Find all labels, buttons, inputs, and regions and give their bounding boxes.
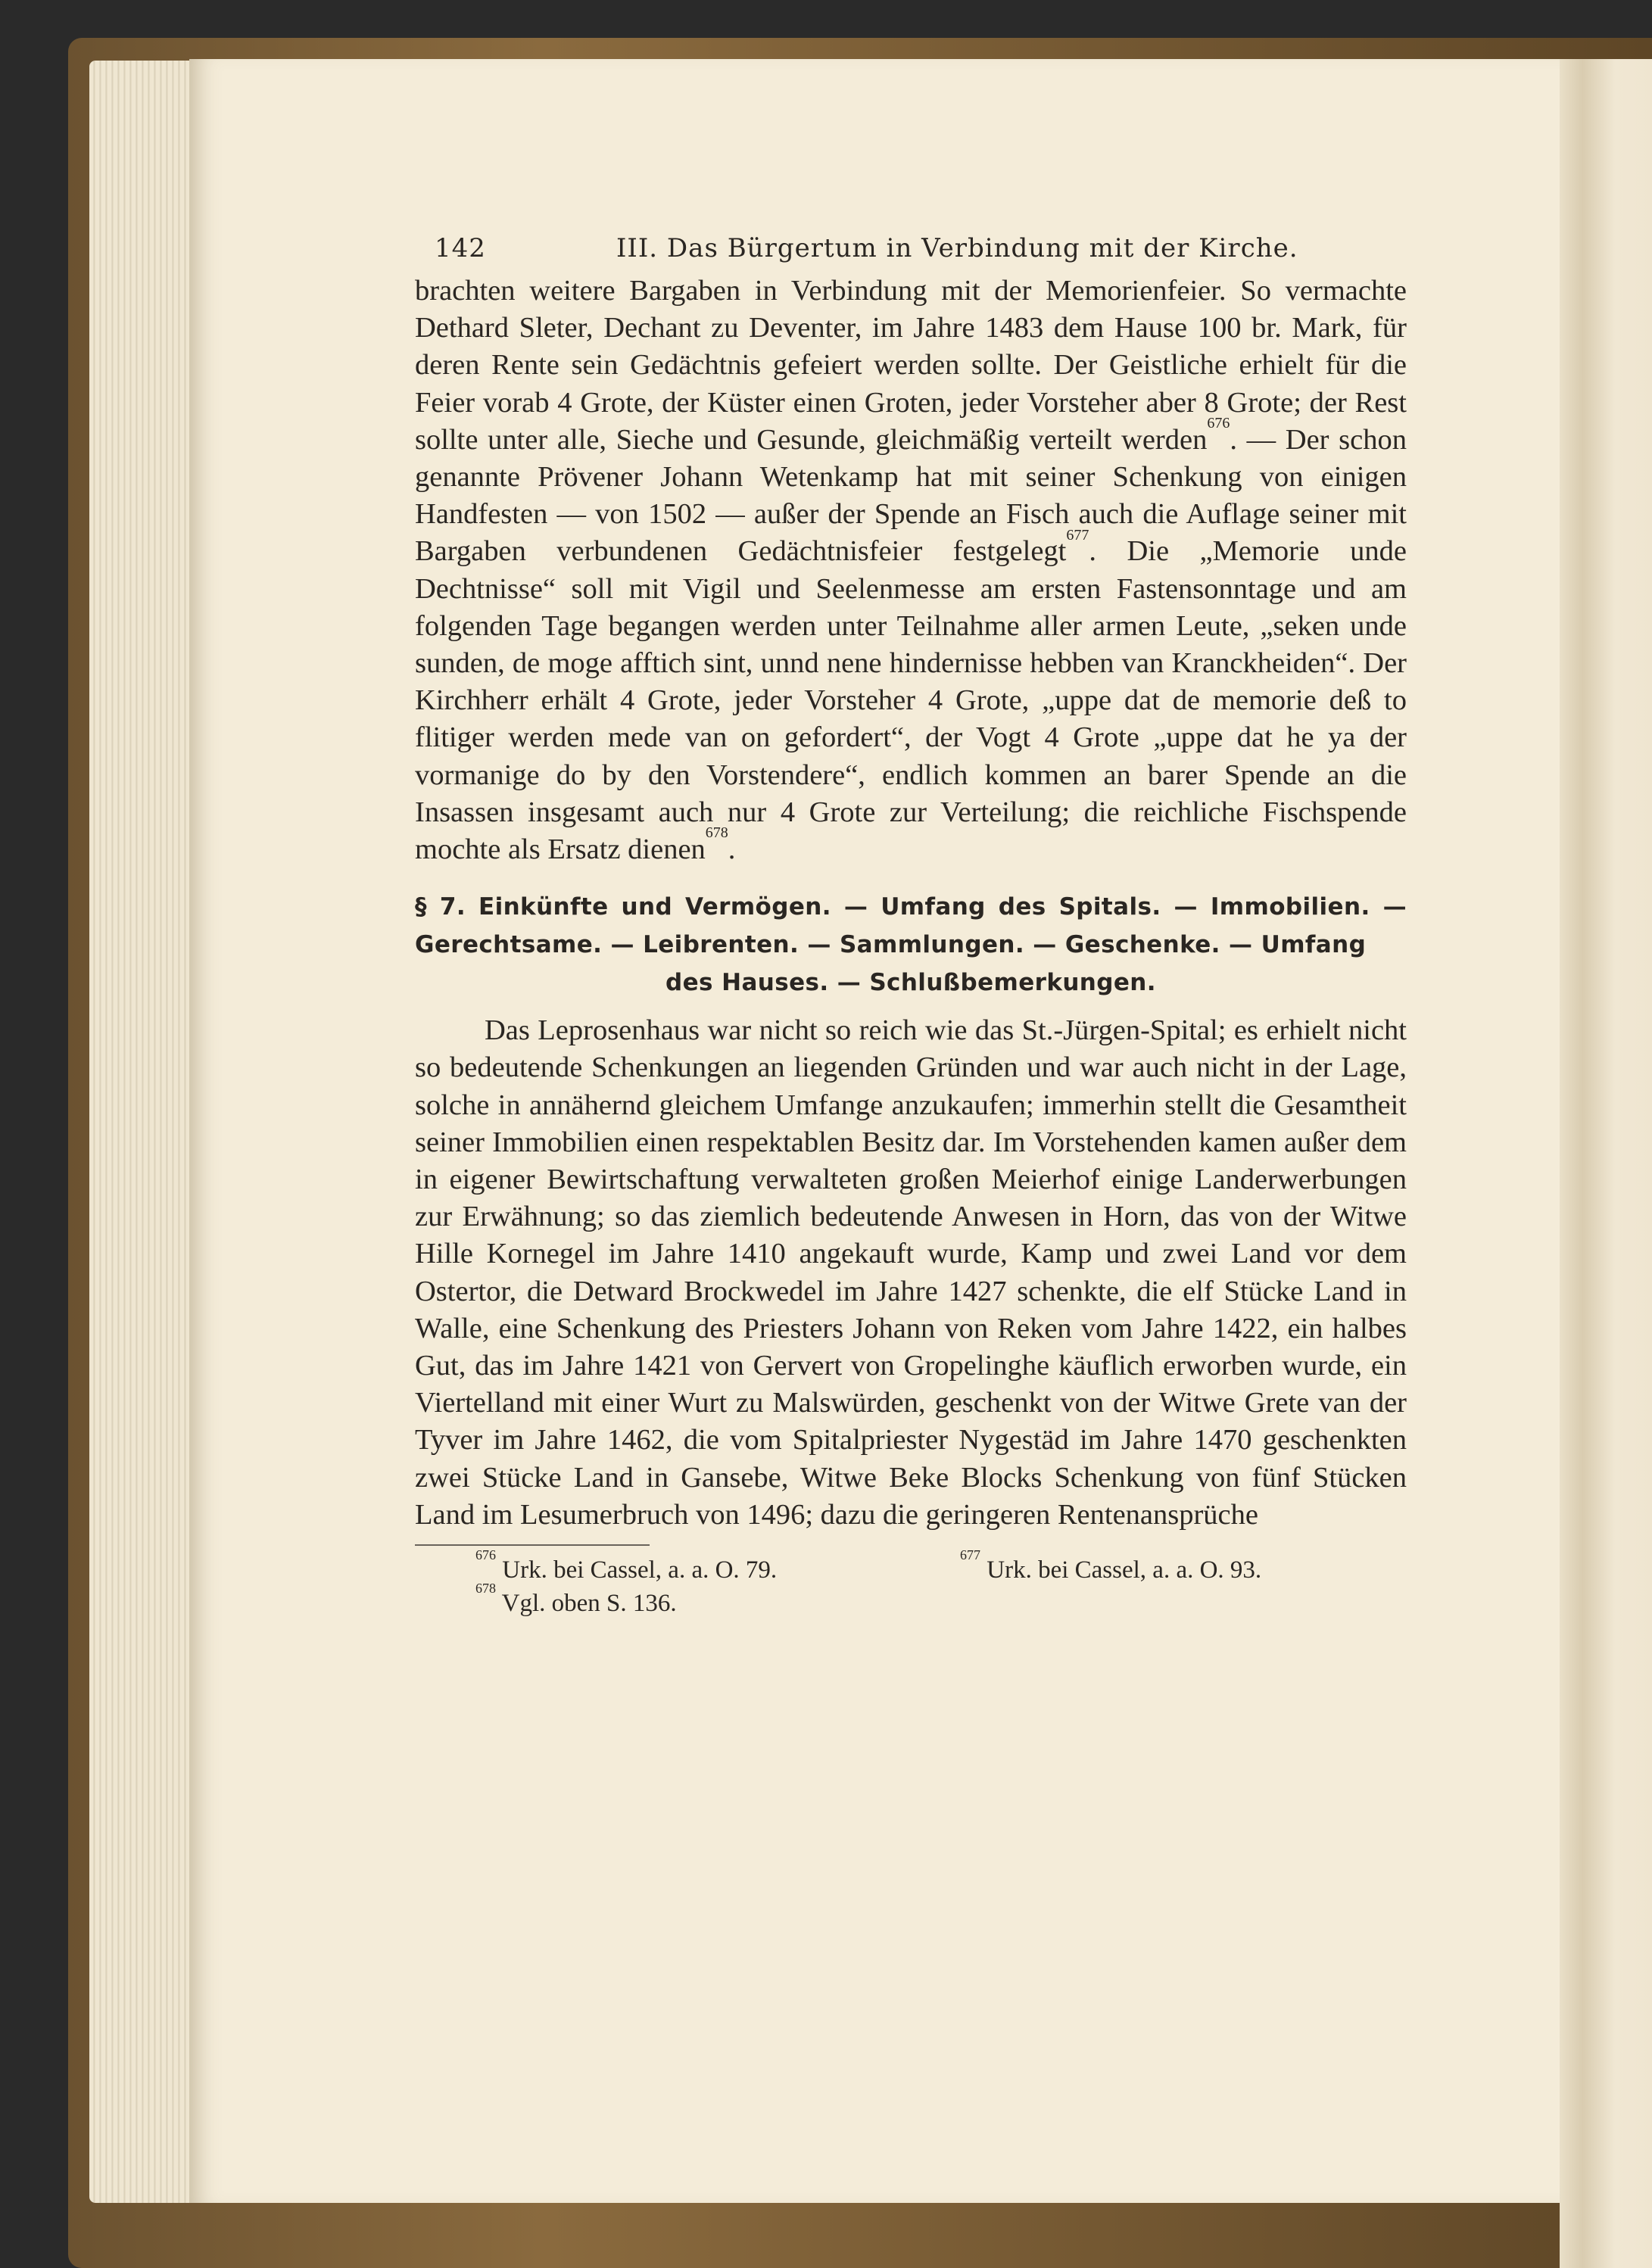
paragraph-properties: Das Leprosenhaus war nicht so reich wie das St.-Jürgen-Spital; es erhielt nicht so bedeutende Schenkungen an liegenden Gründen und war auch nicht in der Lage, solche in annähernd gleichem Umfange anzukaufen; immerhin stellt die Gesamtheit seiner Immobilien einen respektablen Besitz dar. Im Vorstehenden kamen außer dem in eigener Bewirtschaftung verwalteten großen Meierhof einige Landerwerbungen zur Erwähnung; so das ziemlich bedeutende Anwesen in Horn, das von der Witwe Hille Kornegel im Jahre 1410 angekauft wurde, Kamp und zwei Land vor dem Ostertor, die Detward Brockwedel im Jahre 1427 schenkte, die elf Stücke Land in Walle, eine Schenkung des Priesters Johann von Reken vom Jahre 1422, ein halbes Gut, das im Jahre 1421 von Gervert von Gropelinghe käuflich erworben wurde, ein Viertelland mit einer Wurt zu Malswürden, geschenkt von der Witwe Grete van der Tyver im Jahre 1462, die vom Spitalpriester Nygestäd im Jahre 1470 geschenkten zwei Stücke Land in Gansebe, Witwe Beke Blocks Schenkung von fünf Stücken Land im Lesumerbruch von 1496; dazu die geringeren Rentenansprüche — [415, 1014, 1407, 1531]
section-heading — [415, 888, 1407, 1002]
body-text — [415, 273, 1407, 1534]
running-title: III. Das Bürgertum in Verbindung mit der Kirche. — [616, 233, 1298, 263]
footnotes — [415, 1547, 1407, 1629]
paragraph-memorial — [415, 273, 1407, 868]
footnote-676 — [475, 1547, 778, 1587]
page-number: 142 — [435, 233, 486, 263]
footnote-text: Urk. bei Cassel, a. a. O. 79. — [496, 1556, 778, 1584]
footnote-ref: 678 — [705, 824, 728, 842]
paragraph-text: . — [728, 833, 736, 866]
page-content — [415, 227, 1407, 1629]
paragraph-text: . Die „Memorie unde Dechtnisse“ soll mit Vigil und Seelenmesse am ersten Fastensonntage und am folgenden Tage begangen werden unter Teilnahme aller armen Leute, „seken unde sunden, de moge afftich sint, unnd nene hindernisse hebben van Kranckheiden“. Der Kirchherr erhält 4 Grote, jeder Vorsteher 4 Grote, „uppe dat de memorie deß to flitiger werden mede van on gefordert“, der Vogt 4 Grote „uppe dat he ya der vormanige do by den Vorstendere“, endlich kommen an barer Spende an die Insassen insgesamt auch nur 4 Grote zur Verteilung; die reichliche Fischspende mochte als Ersatz dienen — [415, 535, 1407, 866]
footnote-text: Urk. bei Cassel, a. a. O. 93. — [980, 1556, 1262, 1584]
footnote-ref: 677 — [1066, 526, 1089, 544]
section-heading-last: des Hauses. — Schlußbemerkungen. — [665, 969, 1156, 997]
paragraph-text: brachten weitere Bargaben in Verbindung mit der Memorienfeier. So vermachte Dethard Sleter, Dechant zu Deventer, im Jahre 1483 dem Hause 100 br. Mark, für deren Rente sein Gedächtnis gefeiert werden sollte. Der Geistliche erhielt für die Feier vorab 4 Grote, der Küster einen Groten, jeder Vorsteher aber 8 Grote; der Rest sollte unter alle, Sieche und Gesunde, gleichmäßig verteilt werden — [415, 275, 1407, 456]
footnote-number: 676 — [475, 1547, 496, 1563]
footnote-ref: 676 — [1207, 414, 1230, 431]
paragraph-text: . — Der schon genannte Prövener Johann Wetenkamp hat mit seiner Schenkung von einigen Handfesten — von 1502 — außer der Spende an Fisch auch die Auflage seiner mit Bargaben verbundenen Gedächtnisfeier festgelegt — [415, 423, 1407, 568]
footnote-number: 677 — [960, 1547, 980, 1563]
page-header — [415, 227, 1407, 273]
footnote-677 — [960, 1547, 1262, 1587]
footnote-number: 678 — [475, 1581, 496, 1597]
section-heading-main: § 7. Einkünfte und Vermögen. — Umfang des Spitals. — Immobilien. — Gerechtsame. — Leibrenten. — Sammlungen. — Geschenke. — Umfang — [415, 893, 1407, 959]
footnote-divider — [415, 1544, 650, 1546]
footnote-678 — [475, 1581, 677, 1620]
book-gutter — [1560, 59, 1652, 2268]
footnote-text: Vgl. oben S. 136. — [496, 1590, 677, 1618]
